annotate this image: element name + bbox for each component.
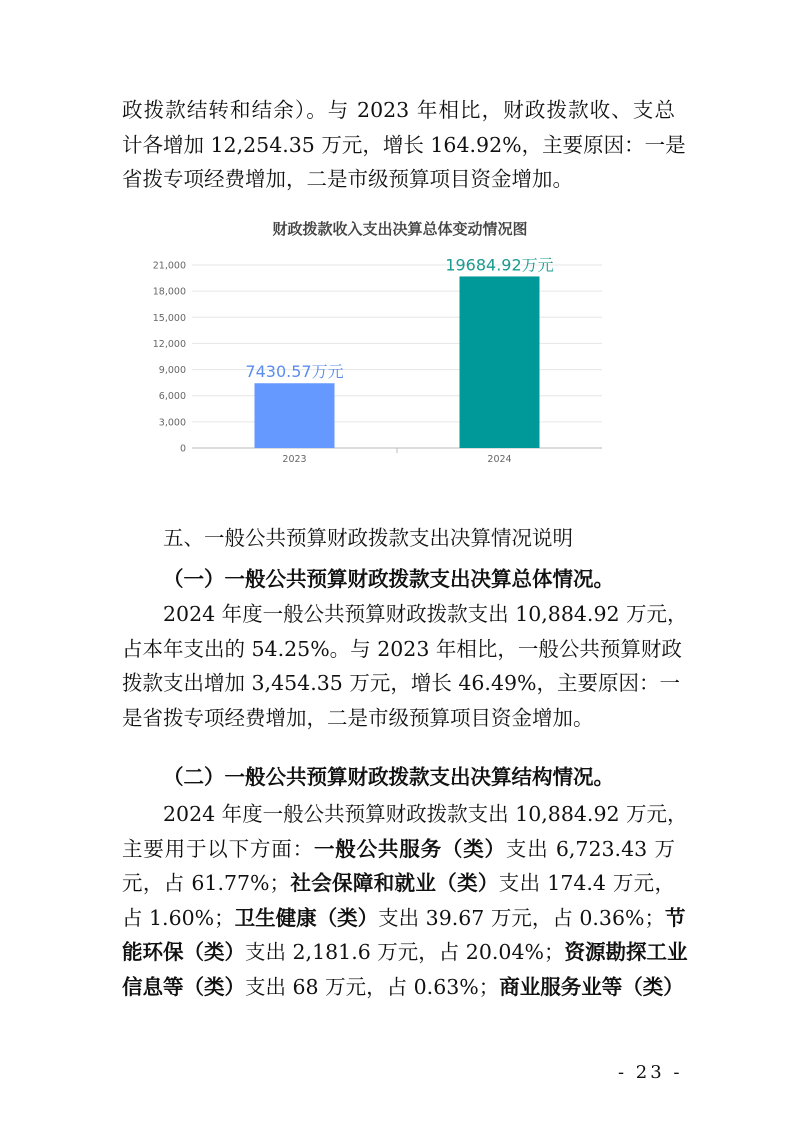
y-tick-label: 6,000 [158,391,186,403]
data-label-2023: 7430.57万元 [245,362,344,382]
s51-line-4: 是省拨专项经费增加，二是市级预算项目资金增加。 [122,705,594,730]
y-tick-label: 0 [179,443,186,455]
intro-line-1: 政拨款结转和结余）。与 2023 年相比，财政拨款收、支总 [122,98,675,122]
chart-title: 财政拨款收入支出决算总体变动情况图 [272,220,528,238]
s52-line-4-mid: 支出 39.67 万元，占 0.36%； [378,905,666,930]
category-resources-part1: 资源勘探工业 [564,940,688,964]
s52-line-1: 2024 年度一般公共预算财政拨款支出 10,884.92 万元， [163,802,688,826]
s52-line-5 [122,935,688,970]
section-5-2-paragraph [122,797,688,1004]
s51-line-3: 拨款支出增加 3,454.35 万元，增长 46.49%，主要原因：一 [122,671,681,695]
y-tick-label: 12,000 [152,338,186,350]
section-5-title: 五、一般公共预算财政拨款支出决算情况说明 [163,526,573,550]
y-tick-label: 18,000 [152,286,186,298]
y-tick-label: 15,000 [152,312,186,324]
s52-line-3-post: 支出 174.4 万元， [498,871,675,895]
category-general-public-services: 一般公共服务（类） [313,836,506,861]
section-5-1-title: （一）一般公共预算财政拨款支出决算总体情况。 [163,567,614,591]
s52-line-2-post: 支出 6,723.43 万 [505,836,676,861]
bar-2024 [460,276,540,448]
s51-line-1: 2024 年度一般公共预算财政拨款支出 10,884.92 万元， [163,602,688,626]
bar-chart [150,250,620,470]
s52-line-6 [122,970,684,1005]
s51-line-2: 占本年支出的 54.25%。与 2023 年相比，一般公共预算财政 [122,636,682,661]
category-resources-part2: 信息等（类） [122,974,245,999]
category-social-security: 社会保障和就业（类） [290,871,499,895]
data-label-2024: 19684.92万元 [445,255,554,275]
bar-2023 [255,383,335,448]
intro-line-2: 计各增加 12,254.35 万元，增长 164.92%，主要原因：一是 [122,132,686,157]
y-tick-label: 3,000 [158,417,186,429]
intro-line-3: 省拨专项经费增加，二是市级预算项目资金增加。 [122,167,573,191]
x-tick-label: 2023 [282,454,307,465]
category-health: 卫生健康（类） [234,905,379,930]
s52-line-3 [122,866,675,901]
page-number: - 23 - [618,1062,683,1083]
s52-line-4-pre: 占 1.60%； [122,905,235,930]
section-5-2-title: （二）一般公共预算财政拨款支出决算结构情况。 [163,765,614,789]
s52-line-2-pre: 主要用于以下方面： [122,836,314,861]
y-tick-label: 21,000 [152,260,186,272]
intro-paragraph [122,93,686,197]
category-energy-env-part2: 能环保（类） [122,940,245,964]
y-tick-label: 9,000 [158,365,186,377]
x-tick-label: 2024 [487,454,512,465]
category-energy-env-part1: 节 [665,905,686,930]
s52-line-2 [122,832,675,867]
category-commerce: 商业服务业等（类） [499,974,684,999]
s52-line-4 [122,901,686,936]
s52-line-3-pre: 元，占 61.77%； [122,871,291,895]
s52-line-5-mid: 支出 2,181.6 万元，占 20.04%； [245,940,565,964]
s52-line-6-mid: 支出 68 万元，占 0.63%； [245,974,500,999]
section-5-1-paragraph [122,597,688,735]
